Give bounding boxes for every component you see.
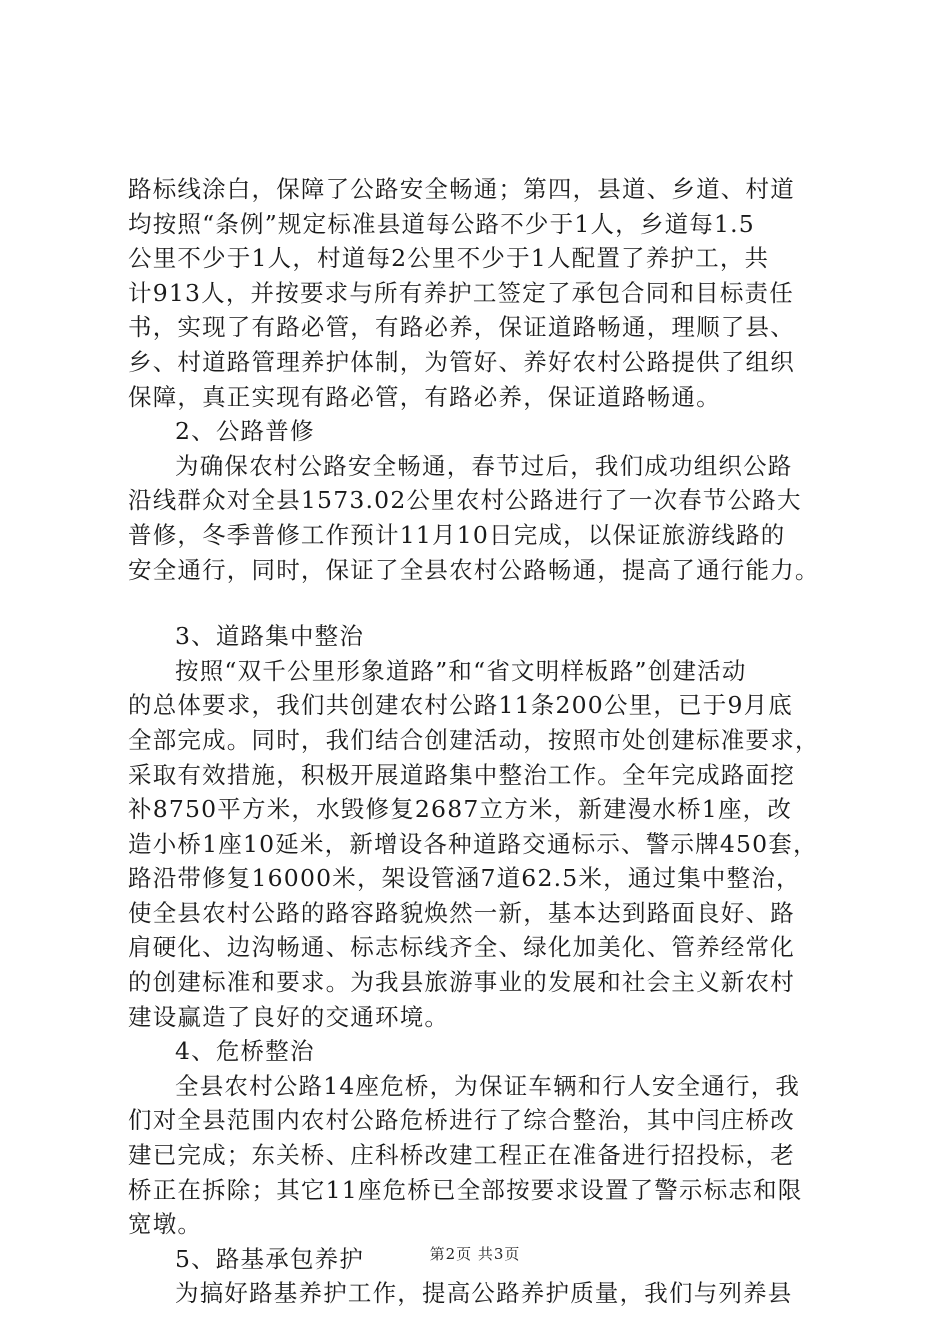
text-line: 为确保农村公路安全畅通，春节过后，我们成功组织公路 (175, 451, 793, 480)
text-line: 保障，真正实现有路必管，有路必养，保证道路畅通。 (128, 382, 721, 411)
section-heading-road-repair: 2、公路普修 (175, 417, 315, 446)
section-heading-road-renovation: 3、道路集中整治 (175, 622, 365, 651)
text-line: 路沿带修复16000米，架设管涵7道62.5米，通过集中整治， (128, 864, 801, 893)
paragraph-bridge-repair (128, 1069, 853, 1242)
text-line: 均按照“条例”规定标准县道每公路不少于1人，乡道每1.5 (128, 209, 755, 238)
text-line: 桥正在拆除；其它11座危桥已全部按要求设置了警示标志和限 (128, 1175, 803, 1204)
text-line: 建已完成；东关桥、庄科桥改建工程正在准备进行招投标，老 (128, 1141, 795, 1170)
text-line: 肩硬化、边沟畅通、标志标线齐全、绿化加美化、管养经常化 (128, 933, 795, 962)
document-body (128, 172, 853, 1311)
page-number-footer: 第2页 共3页 (429, 1245, 521, 1263)
paragraph-staffing (128, 172, 853, 414)
text-line: 全县农村公路14座危桥，为保证车辆和行人安全通行，我 (175, 1071, 801, 1100)
text-line: 建设赢造了良好的交通环境。 (128, 1002, 450, 1031)
text-line: 全部完成。同时，我们结合创建活动，按照市处创建标准要求， (128, 725, 820, 754)
text-line: 乡、村道路管理养护体制，为管好、养好农村公路提供了组织 (128, 347, 795, 376)
text-line: 们对全县范围内农村公路危桥进行了综合整治，其中闫庄桥改 (128, 1106, 795, 1135)
text-line: 书，实现了有路必管，有路必养，保证道路畅通，理顺了县、 (128, 313, 795, 342)
text-line: 补8750平方米，水毁修复2687立方米，新建漫水桥1座，改 (128, 795, 793, 824)
text-line: 造小桥1座10延米，新增设各种道路交通标示、警示牌450套， (128, 829, 818, 858)
paragraph-road-renovation (128, 654, 853, 1035)
text-line: 计913人，并按要求与所有养护工签定了承包合同和目标责任 (128, 278, 794, 307)
text-line: 按照“双千公里形象道路”和“省文明样板路”创建活动 (175, 656, 747, 685)
paragraph-spacer (128, 587, 853, 619)
text-line: 宽墩。 (128, 1210, 203, 1239)
paragraph-road-repair (128, 449, 853, 587)
text-line: 路标线涂白，保障了公路安全畅通；第四，县道、乡道、村道 (128, 175, 795, 203)
text-line: 采取有效措施，积极开展道路集中整治工作。全年完成路面挖 (128, 760, 795, 789)
section-heading-bridge-repair: 4、危桥整治 (175, 1037, 315, 1066)
section-heading-roadbed-maintenance: 5、路基承包养护 (175, 1244, 365, 1273)
text-line: 公里不少于1人，村道每2公里不少于1人配置了养护工，共 (128, 244, 770, 273)
text-line: 安全通行，同时，保证了全县农村公路畅通，提高了通行能力。 (128, 555, 820, 584)
text-line: 沿线群众对全县1573.02公里农村公路进行了一次春节公路大 (128, 486, 802, 515)
text-line: 为搞好路基养护工作，提高公路养护质量，我们与列养县 (175, 1279, 793, 1308)
text-line: 普修，冬季普修工作预计11月10日完成，以保证旅游线路的 (128, 520, 786, 549)
text-line: 使全县农村公路的路容路貌焕然一新，基本达到路面良好、路 (128, 898, 795, 927)
paragraph-roadbed-maintenance (128, 1276, 853, 1311)
text-line: 的总体要求，我们共创建农村公路11条200公里，已于9月底 (128, 691, 794, 720)
text-line: 的创建标准和要求。为我县旅游事业的发展和社会主义新农村 (128, 968, 795, 997)
